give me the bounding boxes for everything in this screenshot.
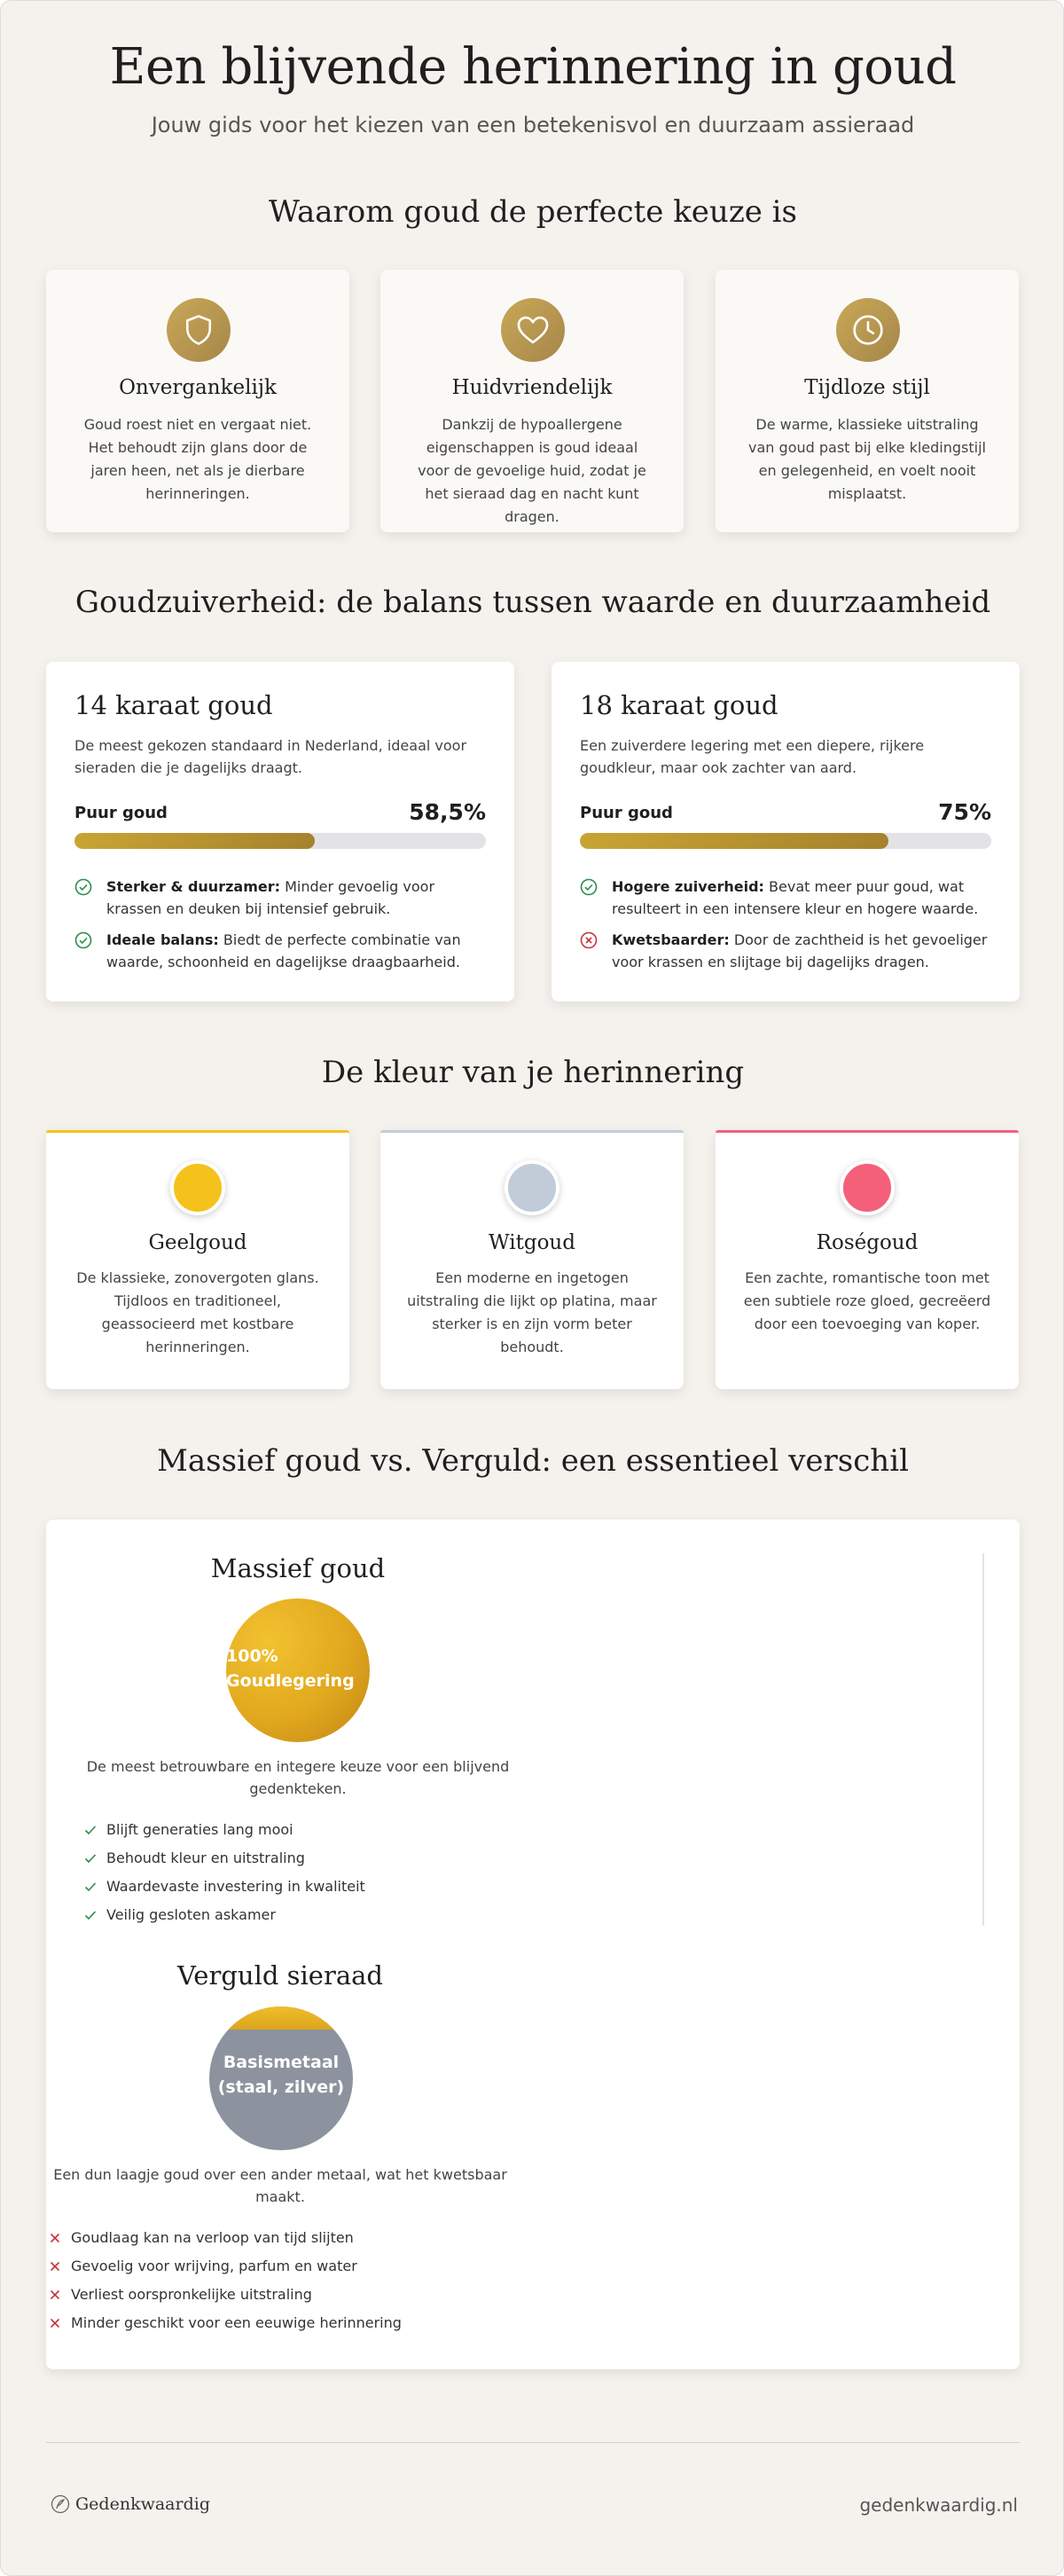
solid-gold-item bbox=[83, 1821, 293, 1838]
cross-circle-icon bbox=[580, 931, 598, 949]
plated-coin-line1: Basismetaal bbox=[223, 2053, 340, 2072]
purity-point-text: Door de zachtheid is het gevoeliger voor krassen en slijtage bij dagelijks dragen. bbox=[612, 931, 988, 970]
shield-icon bbox=[167, 298, 231, 362]
footer-site-link[interactable]: gedenkwaardig.nl bbox=[859, 2494, 1018, 2516]
color-swatch bbox=[505, 1160, 559, 1215]
compare-section-title: Massief goud vs. Verguld: een essentieel verschil bbox=[157, 1443, 909, 1479]
clock-icon bbox=[836, 298, 900, 362]
purity-bar-value: 58,5% bbox=[409, 799, 486, 825]
purity-point bbox=[74, 929, 486, 973]
plated-item bbox=[48, 2258, 357, 2274]
plated-coin-gold-layer bbox=[209, 2007, 353, 2030]
plated-item bbox=[48, 2229, 354, 2246]
plated-item-label: Goudlaag kan na verloop van tijd slijten bbox=[71, 2229, 354, 2246]
compare-divider bbox=[982, 1553, 984, 1926]
purity-point bbox=[580, 929, 991, 973]
why-card-timeless bbox=[716, 270, 1019, 532]
purity-progress-bar bbox=[74, 833, 486, 849]
solid-gold-item-label: Behoudt kleur en uitstraling bbox=[106, 1850, 305, 1866]
color-accent-line bbox=[380, 1130, 684, 1133]
solid-gold-item bbox=[83, 1878, 365, 1895]
purity-point-heading: Kwetsbaarder: bbox=[612, 931, 730, 948]
footer-divider bbox=[46, 2442, 1020, 2443]
purity-point-heading: Ideale balans: bbox=[106, 931, 219, 948]
why-card-skin bbox=[380, 270, 684, 532]
purity-point-heading: Hogere zuiverheid: bbox=[612, 878, 764, 895]
cross-icon bbox=[48, 2231, 62, 2245]
colors-section-title: De kleur van je herinnering bbox=[321, 1055, 745, 1090]
color-card-desc: Een moderne en ingetogen uitstraling die lijkt op platina, maar sterker is en zijn vorm beter behoudt. bbox=[407, 1269, 657, 1355]
solid-gold-desc: De meest betrouwbare en integere keuze voor een blijvend gedenkteken. bbox=[86, 1758, 510, 1797]
solid-gold-title: Massief goud bbox=[210, 1553, 386, 1583]
purity-card-desc: Een zuiverdere legering met een diepere, rijkere goudkleur, maar ook zachter van aard. bbox=[580, 737, 925, 776]
color-card-yellow bbox=[46, 1130, 349, 1389]
purity-card-title: 18 karaat goud bbox=[580, 690, 778, 720]
why-card-desc: Dankzij de hypoallergene eigenschappen is goud ideaal voor de gevoelige huid, zodat je het sieraad dag en nacht kunt dragen. bbox=[418, 416, 646, 525]
purity-point-text: Minder gevoelig voor krassen en deuken bij intensief gebruik. bbox=[106, 878, 435, 917]
why-card-title: Huidvriendelijk bbox=[451, 376, 613, 399]
check-circle-icon bbox=[580, 878, 598, 896]
purity-progress-fill bbox=[74, 833, 315, 849]
solid-gold-item-label: Veilig gesloten askamer bbox=[106, 1906, 276, 1923]
color-card-desc: Een zachte, romantische toon met een subtiele roze gloed, gecreëerd door een toevoeging van koper. bbox=[743, 1269, 991, 1332]
solid-gold-item bbox=[83, 1850, 305, 1866]
brand-logo-icon bbox=[51, 2494, 70, 2514]
purity-progress-fill bbox=[580, 833, 888, 849]
why-card-title: Onvergankelijk bbox=[119, 376, 277, 399]
purity-point bbox=[580, 876, 991, 920]
purity-point bbox=[74, 876, 486, 920]
solid-gold-item bbox=[83, 1906, 276, 1923]
color-card-title: Roségoud bbox=[816, 1231, 919, 1254]
color-accent-line bbox=[46, 1130, 349, 1133]
cross-icon bbox=[48, 2259, 62, 2274]
why-card-title: Tijdloze stijl bbox=[804, 376, 930, 399]
check-circle-icon bbox=[74, 931, 92, 949]
plated-title: Verguld sieraad bbox=[177, 1960, 383, 1991]
purity-point-heading: Sterker & duurzamer: bbox=[106, 878, 281, 895]
plated-item-label: Gevoelig voor wrijving, parfum en water bbox=[71, 2258, 357, 2274]
check-icon bbox=[83, 1823, 98, 1837]
cross-icon bbox=[48, 2316, 62, 2330]
plated-coin bbox=[209, 2007, 353, 2150]
purity-bar-value: 75% bbox=[938, 799, 991, 825]
plated-coin-line2: (staal, zilver) bbox=[217, 2077, 345, 2097]
plated-item-label: Minder geschikt voor een eeuwige herinnering bbox=[71, 2314, 402, 2331]
color-card-rose bbox=[716, 1130, 1019, 1389]
plated-item bbox=[48, 2314, 402, 2331]
color-swatch bbox=[170, 1160, 225, 1215]
check-icon bbox=[83, 1880, 98, 1894]
solid-gold-item-label: Waardevaste investering in kwaliteit bbox=[106, 1878, 365, 1895]
color-card-title: Geelgoud bbox=[148, 1231, 247, 1254]
plated-desc: Een dun laagje goud over een ander metaal, wat het kwetsbaar maakt. bbox=[53, 2166, 507, 2205]
page-title: Een blijvende herinnering in goud bbox=[109, 38, 957, 96]
footer-brand-name: Gedenkwaardig bbox=[75, 2494, 210, 2514]
cross-icon bbox=[48, 2288, 62, 2302]
why-section-title: Waarom goud de perfecte keuze is bbox=[269, 194, 797, 230]
purity-point-text: Biedt de perfecte combinatie van waarde, schoonheid en dagelijkse draagbaarheid. bbox=[106, 931, 461, 970]
purity-bar-label: Puur goud bbox=[580, 804, 673, 822]
solid-gold-coin-line1: 100% bbox=[226, 1646, 278, 1666]
check-icon bbox=[83, 1851, 98, 1865]
purity-point-text: Bevat meer puur goud, wat resulteert in een intensere kleur en hogere waarde. bbox=[612, 878, 979, 917]
color-card-desc: De klassieke, zonovergoten glans. Tijdloos en traditioneel, geassocieerd met kostbare herinneringen. bbox=[76, 1269, 319, 1355]
purity-card-desc: De meest gekozen standaard in Nederland, ideaal voor sieraden die je dagelijks draagt. bbox=[74, 737, 467, 776]
purity-card-title: 14 karaat goud bbox=[74, 690, 273, 720]
why-card-durable bbox=[46, 270, 349, 532]
page-subtitle: Jouw gids voor het kiezen van een betekenisvol en duurzaam assieraad bbox=[151, 113, 915, 137]
color-accent-line bbox=[716, 1130, 1019, 1133]
purity-card-14k bbox=[46, 662, 514, 1001]
solid-gold-coin bbox=[226, 1598, 370, 1742]
color-card-title: Witgoud bbox=[489, 1231, 575, 1254]
plated-item-label: Verliest oorspronkelijke uitstraling bbox=[71, 2286, 312, 2303]
check-icon bbox=[83, 1908, 98, 1922]
solid-gold-coin-line2: Goudlegering bbox=[226, 1671, 355, 1691]
compare-card bbox=[46, 1520, 1020, 2369]
why-card-desc: De warme, klassieke uitstraling van goud past bij elke kledingstijl en gelegenheid, en voelt nooit misplaatst. bbox=[748, 416, 986, 502]
purity-card-18k bbox=[552, 662, 1020, 1001]
color-card-white bbox=[380, 1130, 684, 1389]
purity-bar-label: Puur goud bbox=[74, 804, 168, 822]
plated-item bbox=[48, 2286, 312, 2303]
color-swatch bbox=[840, 1160, 895, 1215]
solid-gold-item-label: Blijft generaties lang mooi bbox=[106, 1821, 293, 1838]
check-circle-icon bbox=[74, 878, 92, 896]
heart-icon bbox=[501, 298, 565, 362]
purity-section-title: Goudzuiverheid: de balans tussen waarde en duurzaamheid bbox=[74, 585, 991, 620]
why-card-desc: Goud roest niet en vergaat niet. Het behoudt zijn glans door de jaren heen, net als je dierbare herinneringen. bbox=[83, 416, 312, 502]
footer-brand[interactable] bbox=[51, 2494, 210, 2514]
purity-progress-bar bbox=[580, 833, 991, 849]
